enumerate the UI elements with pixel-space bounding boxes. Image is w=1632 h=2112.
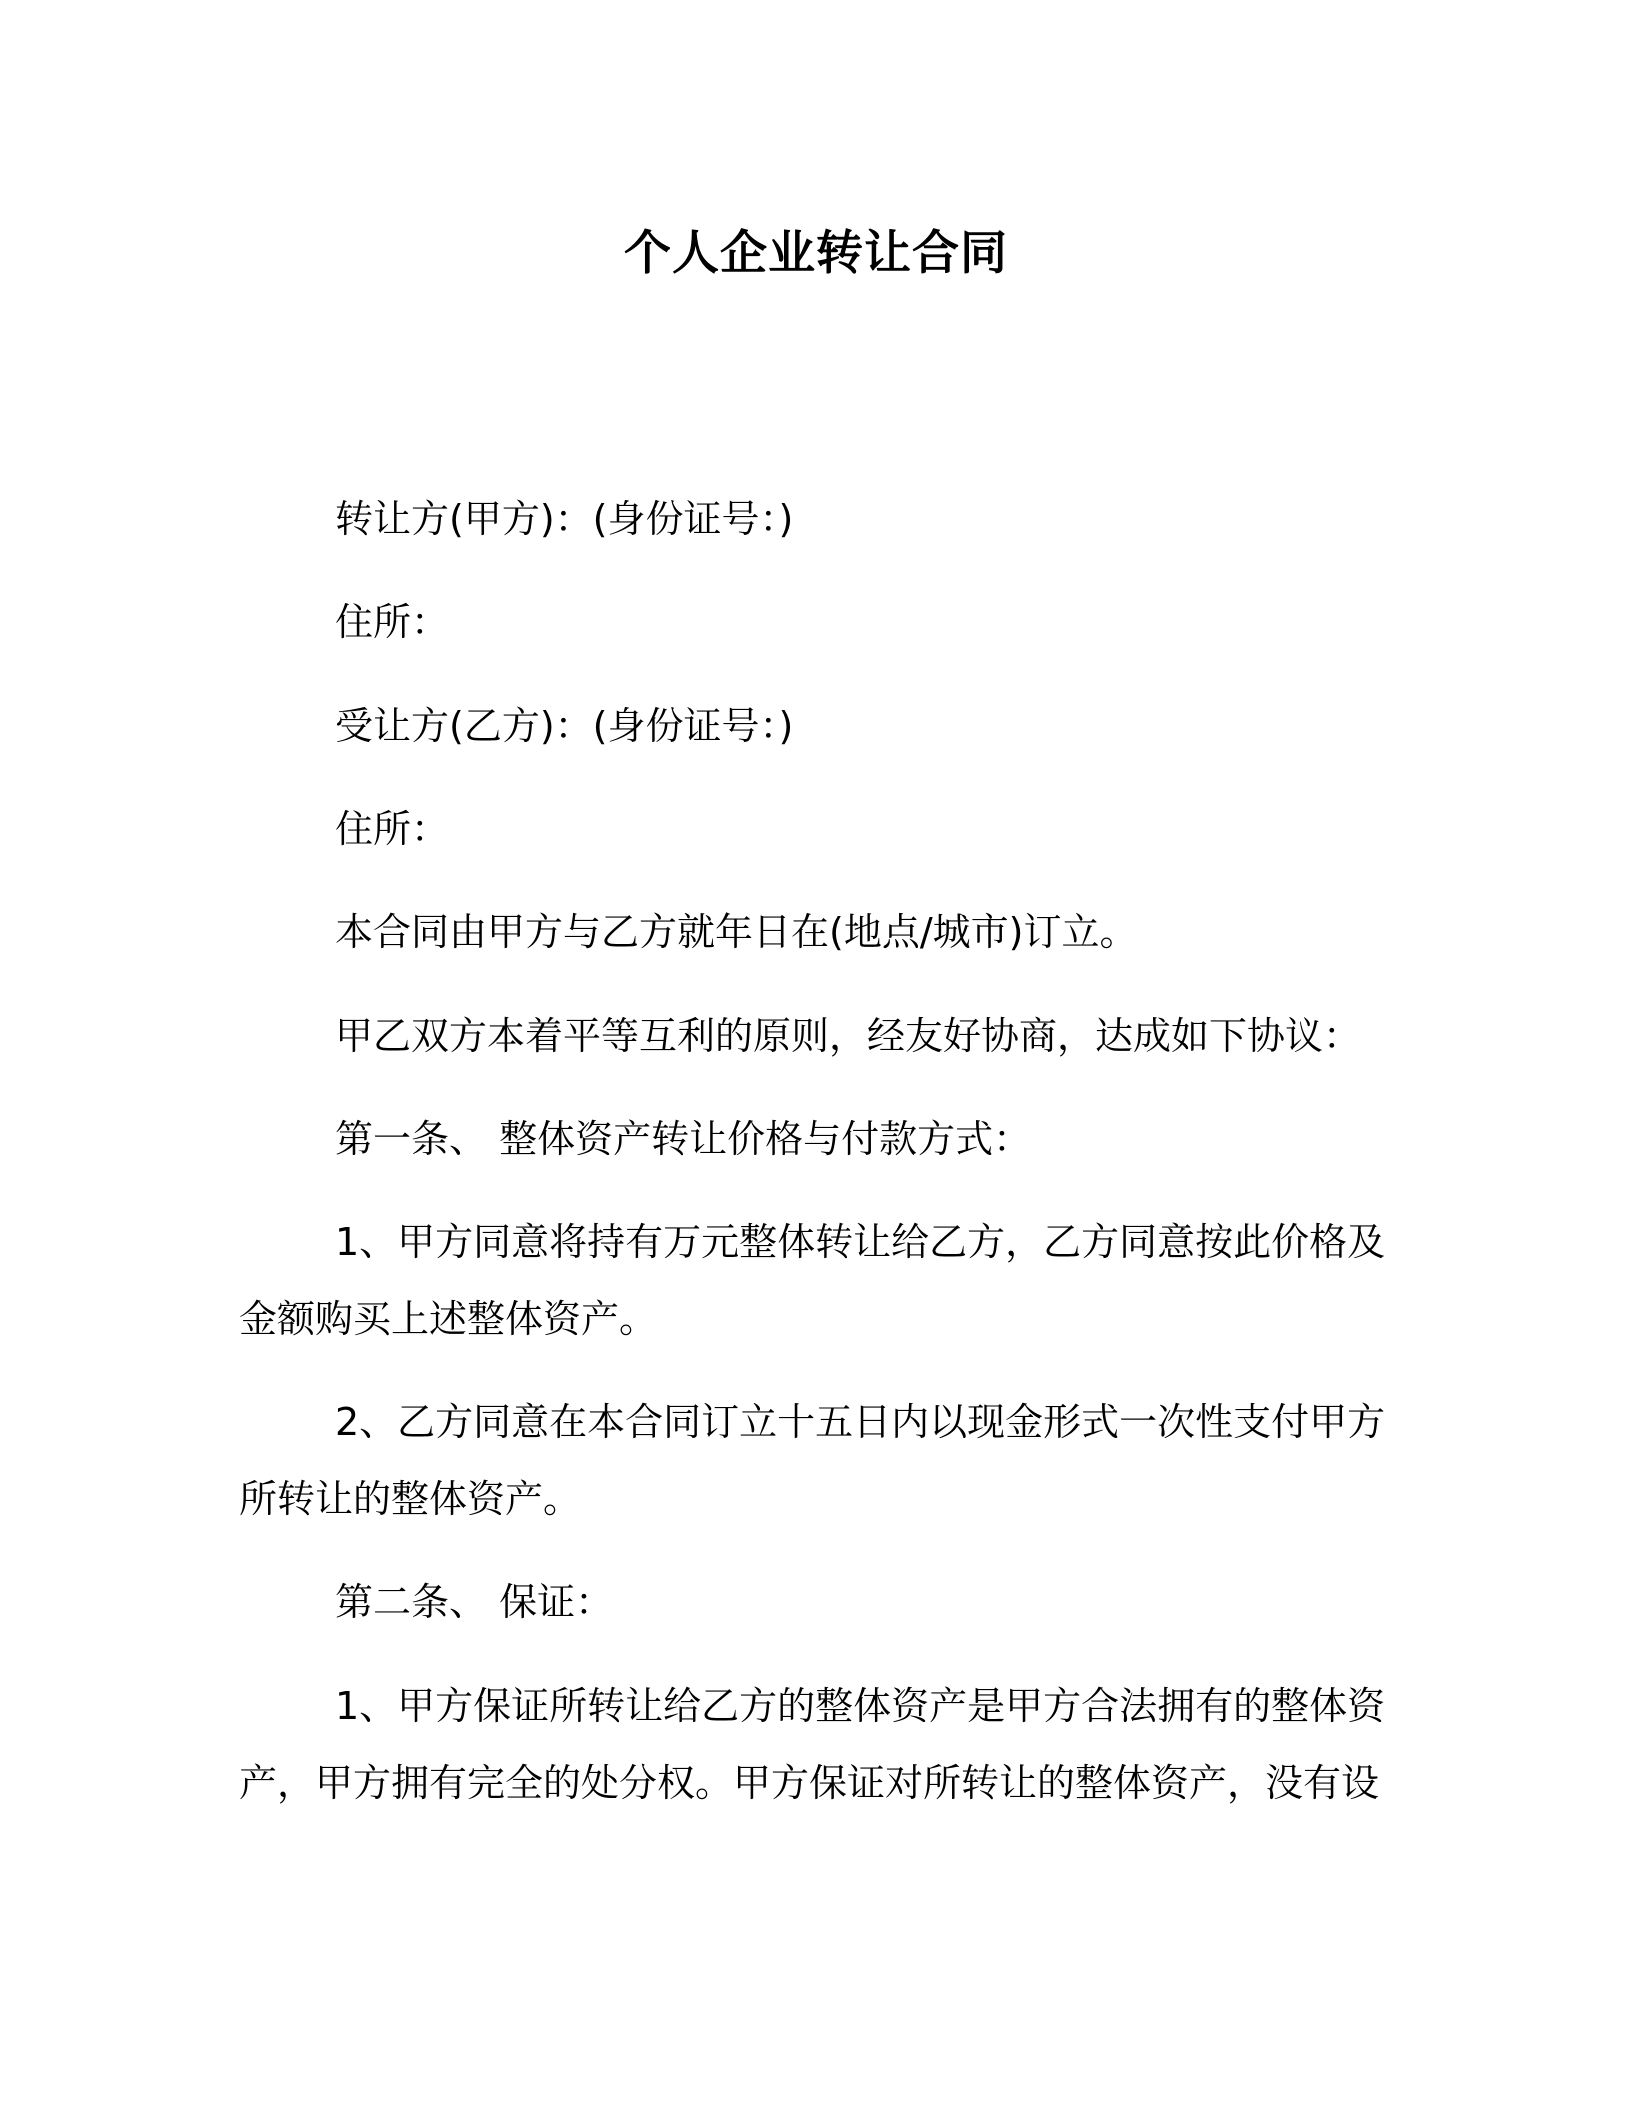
document-title: 个人企业转让合同 [624,226,1008,281]
article-1-heading: 第一条、 整体资产转让价格与付款方式： [335,1117,1032,1161]
article-2-heading: 第二条、 保证： [335,1580,614,1624]
article-1-clause-1-line-1: 1、甲方同意将持有万元整体转让给乙方，乙方同意按此价格及 [335,1220,1386,1264]
transferee-address-line: 住所： [335,807,450,851]
article-2-clause-1-line-2: 产，甲方拥有完全的处分权。甲方保证对所转让的整体资产，没有设 [239,1761,1380,1805]
transferor-address-line: 住所： [335,600,450,644]
article-1-clause-2-line-2: 所转让的整体资产。 [239,1477,582,1521]
agreement-intro-paragraph: 甲乙双方本着平等互利的原则，经友好协商，达成如下协议： [335,1014,1362,1058]
transferee-line: 受让方(乙方)：(身份证号：) [335,704,794,748]
article-1-clause-2-line-1: 2、乙方同意在本合同订立十五日内以现金形式一次性支付甲方 [335,1400,1386,1444]
transferor-line: 转让方(甲方)：(身份证号：) [335,497,794,541]
article-2-clause-1-line-1: 1、甲方保证所转让给乙方的整体资产是甲方合法拥有的整体资 [335,1684,1386,1728]
article-1-clause-1-line-2: 金额购买上述整体资产。 [239,1297,658,1341]
contract-origin-paragraph: 本合同由甲方与乙方就年日在(地点/城市)订立。 [335,910,1138,954]
